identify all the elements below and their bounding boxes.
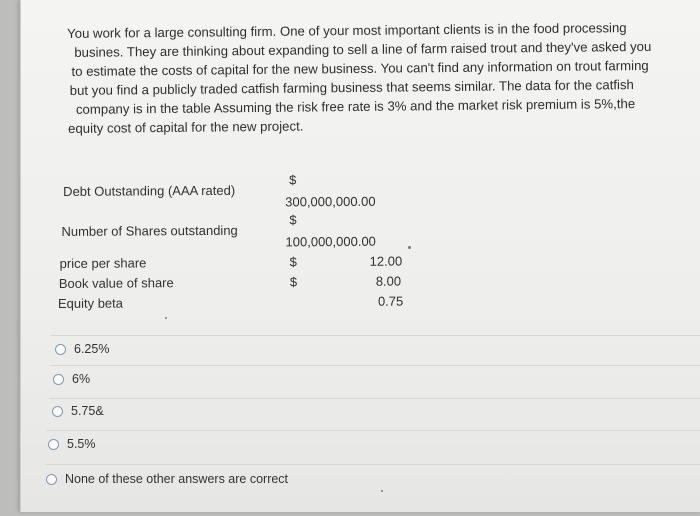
divider: [51, 335, 700, 336]
book-label: Book value of share: [58, 275, 174, 291]
question-line: busines. They are thinking about expanding to sell a line of farm raised trout and they've asked you: [74, 38, 652, 60]
answer-option[interactable]: [52, 404, 104, 418]
debt-label: Debt Outstanding (AAA rated): [63, 182, 236, 199]
book-value: 8.00: [375, 273, 402, 289]
debt-value: 300,000,000.00: [285, 193, 376, 210]
question-line: to estimate the costs of capital for the new business. You can't find any information on trout farming: [71, 57, 649, 79]
beta-label: Equity beta: [57, 295, 124, 311]
answer-option-label: 5.5%: [67, 437, 96, 451]
radio-button[interactable]: [46, 474, 57, 485]
shares-currency: $: [289, 212, 297, 228]
radio-button[interactable]: [53, 374, 64, 385]
beta-value: 0.75: [377, 293, 404, 309]
question-line: You work for a large consulting firm. One of your most important clients is in the food processing: [67, 20, 627, 41]
divider: [49, 398, 700, 399]
stray-dot: [165, 317, 167, 319]
radio-button[interactable]: [48, 439, 59, 450]
stray-dot: [381, 490, 383, 492]
book-currency: $: [289, 274, 298, 290]
answer-options: [21, 330, 700, 510]
radio-button[interactable]: [55, 344, 66, 355]
answer-option-label: 6%: [72, 372, 91, 386]
question-line: company is in the table Assuming the risk free rate is 3% and the market risk premium is 5%,the: [75, 96, 636, 117]
question-card: [20, 0, 700, 512]
shares-label: Number of Shares outstanding: [61, 222, 238, 239]
answer-option[interactable]: [48, 437, 96, 451]
price-label: price per share: [59, 255, 147, 271]
answer-option-label: 5.75&: [71, 404, 104, 418]
price-currency: $: [289, 254, 297, 270]
question-text: [67, 18, 688, 138]
answer-option-label: None of these other answers are correct: [65, 472, 289, 486]
divider: [45, 464, 700, 465]
answer-option-label: 6.25%: [74, 342, 110, 356]
answer-option[interactable]: [53, 372, 90, 386]
divider: [51, 365, 700, 366]
debt-currency: $: [289, 172, 297, 188]
question-line: equity cost of capital for the new project.: [68, 118, 304, 136]
radio-button[interactable]: [52, 406, 63, 417]
question-line: but you find a publicly traded catfish farming business that seems similar. The data for the catfish: [69, 77, 634, 98]
answer-option[interactable]: [55, 342, 109, 356]
divider: [47, 430, 700, 431]
shares-value: 100,000,000.00: [285, 233, 376, 250]
answer-option[interactable]: [46, 472, 288, 486]
data-table: [55, 167, 476, 320]
stray-dot: [408, 246, 411, 249]
price-value: 12.00: [369, 253, 403, 269]
